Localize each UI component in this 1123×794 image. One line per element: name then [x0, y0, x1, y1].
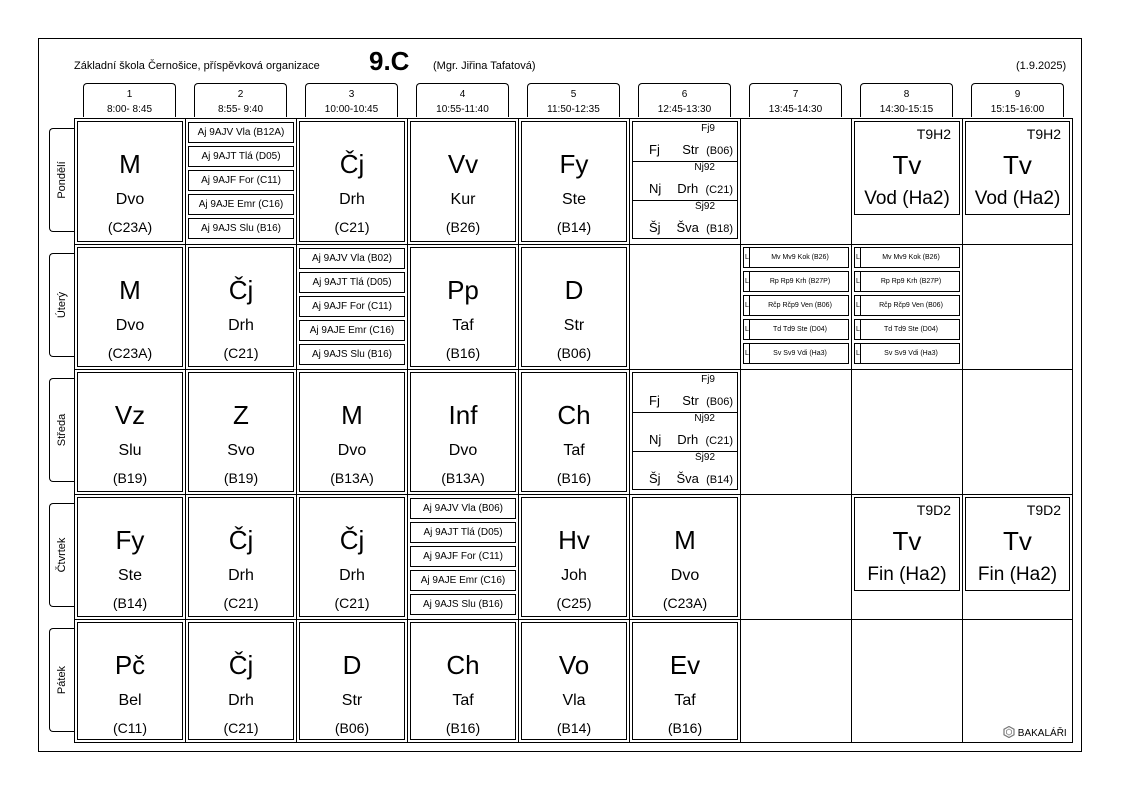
schedule-date: (1.9.2025) [1016, 60, 1067, 72]
lang-group[interactable]: Fj9 Fj Str (B06) [649, 123, 733, 157]
lesson-thu-3[interactable]: Čj Drh (C21) [297, 495, 407, 619]
class-title: 9.C [369, 46, 410, 76]
class-teacher: (Mgr. Jiřina Tafatová) [433, 60, 536, 72]
group-lesson[interactable]: Aj 9AJS Slu (B16) [188, 218, 294, 239]
languages-wed[interactable] [630, 370, 740, 494]
period-header-7: 7 13:45-14:30 [749, 83, 842, 117]
lesson-wed-4[interactable]: Inf Dvo (B13A) [408, 370, 518, 494]
electives-tue-7[interactable] [741, 245, 851, 369]
period-header-6: 6 12:45-13:30 [638, 83, 731, 117]
logo-text: BAKALÁŘI [1017, 728, 1067, 739]
lang-group[interactable]: Šj92 Šj Šva (B14) [649, 452, 733, 486]
period-header-9: 9 15:15-16:00 [971, 83, 1064, 117]
period-header-4: 4 10:55-11:40 [416, 83, 509, 117]
group-lesson[interactable]: Aj 9AJV Vla (B06) [410, 498, 516, 519]
bakalari-logo [1003, 726, 1067, 739]
lesson-thu-2[interactable]: Čj Drh (C21) [186, 495, 296, 619]
elective-item[interactable]: L Rp Rp9 Krh (B27P) [743, 271, 849, 292]
lang-group[interactable]: Šj92 Šj Šva (B18) [649, 201, 733, 235]
lang-group[interactable]: Nj92 Nj Drh (C21) [649, 413, 733, 447]
group-lesson[interactable]: Aj 9AJS Slu (B16) [410, 594, 516, 615]
elective-item[interactable]: L Rčp Rčp9 Ven (B06) [743, 295, 849, 316]
english-groups-mon[interactable] [186, 119, 296, 244]
lesson-mon-4[interactable]: Vv Kur (B26) [408, 119, 518, 244]
group-lesson[interactable]: Aj 9AJF For (C11) [410, 546, 516, 567]
lesson-fri-3[interactable]: D Str (B06) [297, 620, 407, 742]
elective-item[interactable]: L Rp Rp9 Krh (B27P) [854, 271, 960, 292]
electives-tue-8[interactable] [852, 245, 962, 369]
lesson-tue-5[interactable]: D Str (B06) [519, 245, 629, 369]
lesson-mon-8[interactable]: T9H2 Tv Vod (Ha2) [852, 119, 962, 217]
lesson-fri-2[interactable]: Čj Drh (C21) [186, 620, 296, 742]
day-tab-friday: Pátek [49, 628, 74, 732]
bakalari-logo-icon [1003, 726, 1015, 738]
elective-item[interactable]: L Mv Mv9 Kok (B26) [743, 247, 849, 268]
school-name: Základní škola Černošice, příspěvková organizace [74, 60, 320, 72]
day-tab-tuesday: Úterý [49, 253, 74, 357]
group-lesson[interactable]: Aj 9AJE Emr (C16) [188, 194, 294, 215]
group-lesson[interactable]: Aj 9AJE Emr (C16) [299, 320, 405, 341]
lesson-mon-5[interactable]: Fy Ste (B14) [519, 119, 629, 244]
lesson-wed-5[interactable]: Ch Taf (B16) [519, 370, 629, 494]
elective-item[interactable]: L Sv Sv9 Vdi (Ha3) [743, 343, 849, 364]
lesson-fri-1[interactable]: Pč Bel (C11) [75, 620, 185, 742]
day-tab-thursday: Čtvrtek [49, 503, 74, 607]
languages-mon[interactable] [630, 119, 740, 244]
lesson-mon-1[interactable]: M Dvo (C23A) [75, 119, 185, 244]
elective-item[interactable]: L Td Td9 Ste (D04) [743, 319, 849, 340]
lesson-tue-2[interactable]: Čj Drh (C21) [186, 245, 296, 369]
group-lesson[interactable]: Aj 9AJT Tlá (D05) [188, 146, 294, 167]
day-tab-monday: Pondělí [49, 128, 74, 232]
lesson-wed-1[interactable]: Vz Slu (B19) [75, 370, 185, 494]
group-lesson[interactable]: Aj 9AJS Slu (B16) [299, 344, 405, 365]
lesson-fri-4[interactable]: Ch Taf (B16) [408, 620, 518, 742]
lesson-wed-3[interactable]: M Dvo (B13A) [297, 370, 407, 494]
period-header-1: 1 8:00- 8:45 [83, 83, 176, 117]
elective-item[interactable]: L Sv Sv9 Vdi (Ha3) [854, 343, 960, 364]
timetable-grid [74, 118, 1073, 743]
group-lesson[interactable]: Aj 9AJE Emr (C16) [410, 570, 516, 591]
period-header-2: 2 8:55- 9:40 [194, 83, 287, 117]
group-lesson[interactable]: Aj 9AJT Tlá (D05) [299, 272, 405, 293]
lesson-thu-1[interactable]: Fy Ste (B14) [75, 495, 185, 619]
period-header-8: 8 14:30-15:15 [860, 83, 953, 117]
lesson-wed-2[interactable]: Z Svo (B19) [186, 370, 296, 494]
lesson-thu-9[interactable]: T9D2 Tv Fin (Ha2) [963, 495, 1072, 593]
group-lesson[interactable]: Aj 9AJF For (C11) [299, 296, 405, 317]
lesson-mon-3[interactable]: Čj Drh (C21) [297, 119, 407, 244]
group-lesson[interactable]: Aj 9AJV Vla (B02) [299, 248, 405, 269]
lesson-tue-4[interactable]: Pp Taf (B16) [408, 245, 518, 369]
lesson-thu-8[interactable]: T9D2 Tv Fin (Ha2) [852, 495, 962, 593]
elective-item[interactable]: L Mv Mv9 Kok (B26) [854, 247, 960, 268]
lesson-tue-1[interactable]: M Dvo (C23A) [75, 245, 185, 369]
lesson-fri-5[interactable]: Vo Vla (B14) [519, 620, 629, 742]
period-header-3: 3 10:00-10:45 [305, 83, 398, 117]
group-lesson[interactable]: Aj 9AJV Vla (B12A) [188, 122, 294, 143]
elective-item[interactable]: L Rčp Rčp9 Ven (B06) [854, 295, 960, 316]
lang-group[interactable]: Fj9 Fj Str (B06) [649, 374, 733, 408]
group-lesson[interactable]: Aj 9AJT Tlá (D05) [410, 522, 516, 543]
period-header-5: 5 11:50-12:35 [527, 83, 620, 117]
english-groups-thu[interactable] [408, 495, 518, 619]
elective-item[interactable]: L Td Td9 Ste (D04) [854, 319, 960, 340]
lesson-thu-6[interactable]: M Dvo (C23A) [630, 495, 740, 619]
lesson-mon-9[interactable]: T9H2 Tv Vod (Ha2) [963, 119, 1072, 217]
day-tab-wednesday: Středa [49, 378, 74, 482]
lesson-fri-6[interactable]: Ev Taf (B16) [630, 620, 740, 742]
lang-group[interactable]: Nj92 Nj Drh (C21) [649, 162, 733, 196]
group-lesson[interactable]: Aj 9AJF For (C11) [188, 170, 294, 191]
english-groups-tue[interactable] [297, 245, 407, 369]
lesson-thu-5[interactable]: Hv Joh (C25) [519, 495, 629, 619]
